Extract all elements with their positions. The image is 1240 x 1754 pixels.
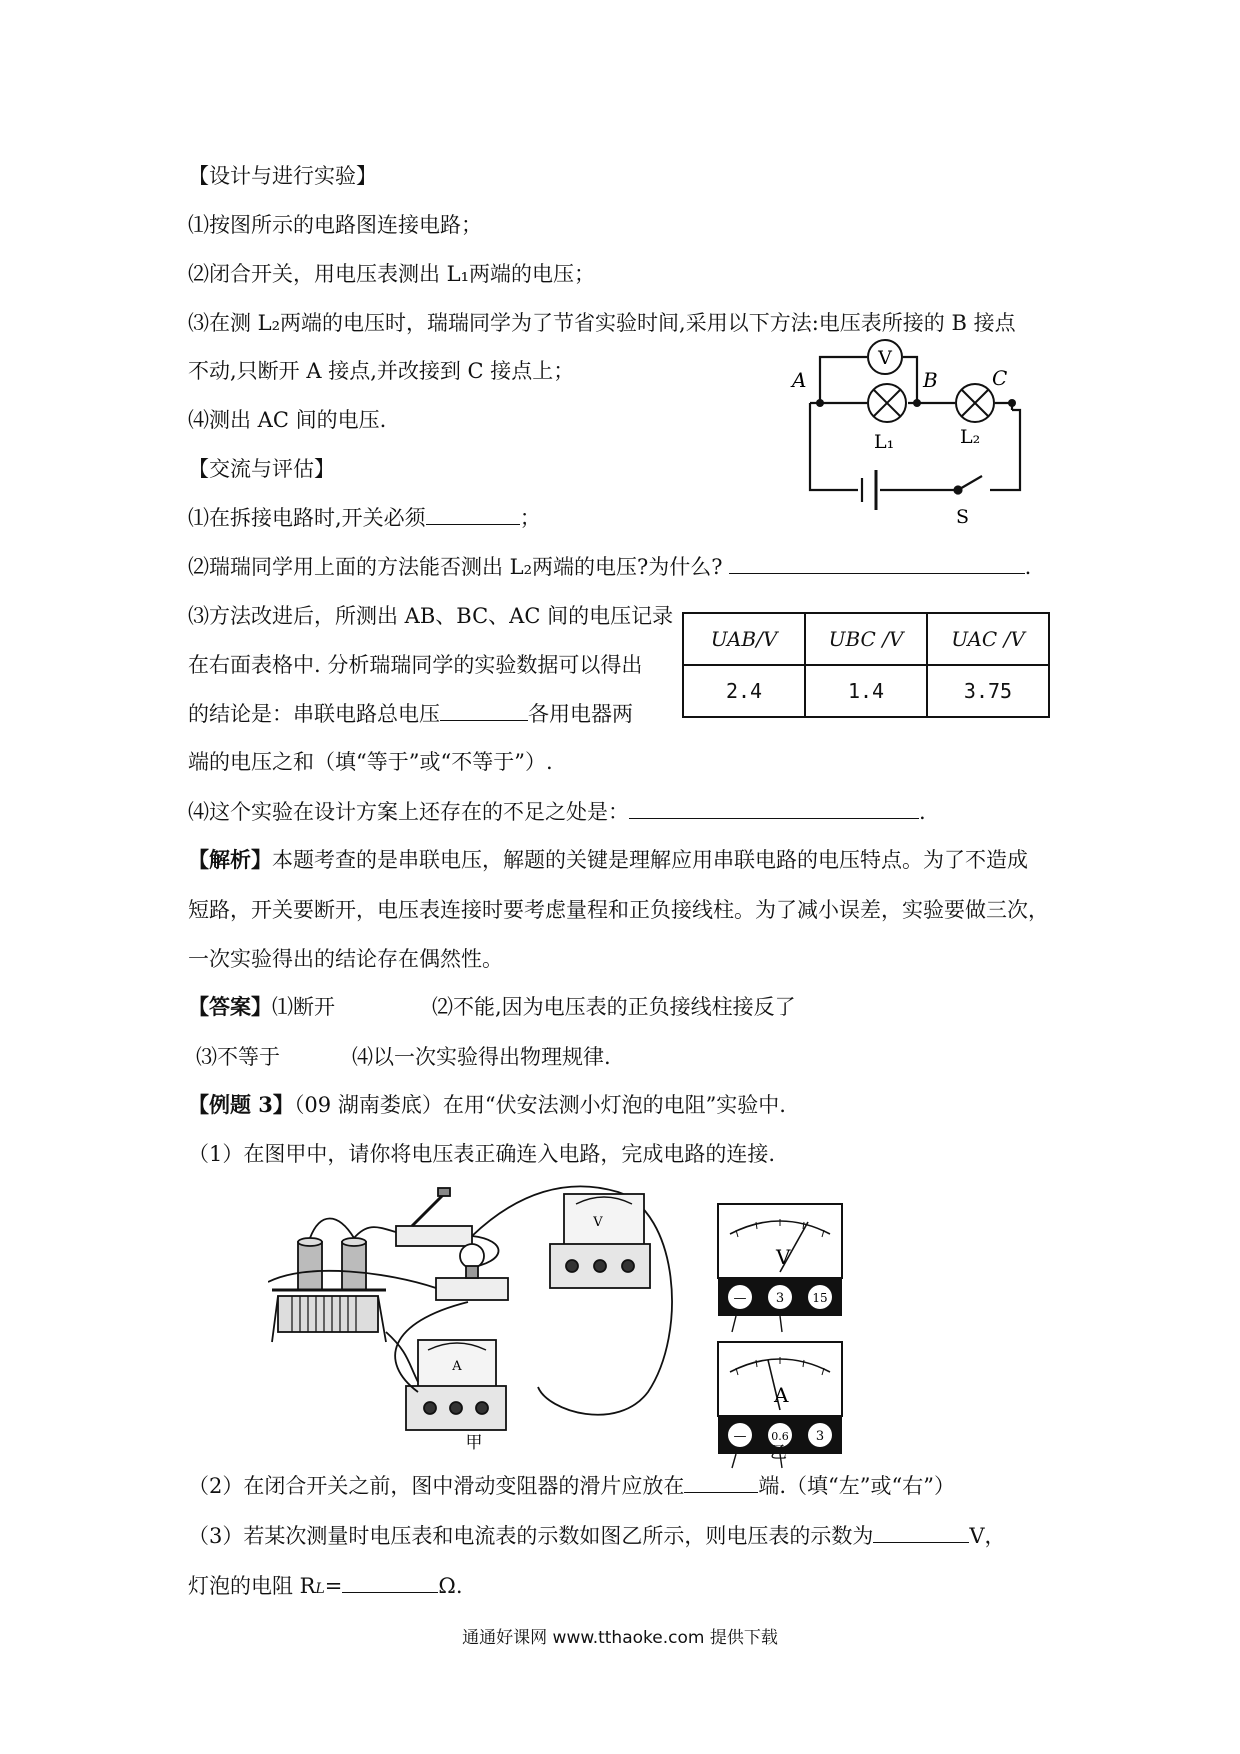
amp-terminal-neg: — (733, 1429, 747, 1444)
voltmeter-face (718, 1204, 842, 1332)
volt-terminal-3: 3 (775, 1291, 785, 1306)
table-row (683, 665, 1049, 717)
ex-q3-suffix: V， (969, 1524, 1006, 1548)
figure-label-yi: 乙 (770, 1443, 787, 1463)
volt-terminal-neg: — (733, 1291, 747, 1306)
table-header-uac: UAC /V (927, 613, 1049, 665)
table-cell-uac: 3.75 (927, 665, 1049, 717)
analysis-line-1 (188, 846, 1028, 874)
section-eval-heading: 【交流与评估】 (188, 457, 335, 481)
question-3-line-2: 在右面表格中. 分析瑞瑞同学的实验数据可以得出 (188, 653, 643, 677)
label-c: C (992, 366, 1008, 390)
q3-suffix: 各用电器两 (528, 702, 633, 726)
jia-voltmeter-letter: V (593, 1215, 603, 1230)
ex-q2-prefix: （2）在闭合开关之前，图中滑动变阻器的滑片应放在 (188, 1474, 685, 1498)
q4-blank[interactable] (629, 798, 919, 819)
q2-suffix: . (1024, 555, 1032, 579)
question-1 (188, 504, 541, 532)
example-question-1: （1）在图甲中，请你将电压表正确连入电路，完成电路的连接. (188, 1142, 776, 1166)
step-3-cont: 不动,只断开 A 接点,并改接到 C 接点上； (188, 359, 575, 383)
voltmeter-label: V (878, 347, 892, 369)
q1-prefix: ⑴在拆接电路时,开关必须 (188, 506, 426, 530)
ex-q2-suffix: 端.（填“左”或“右”） (758, 1474, 955, 1498)
footer-credit: 通通好课网 www.tthaoke.com 提供下载 (462, 1628, 778, 1648)
example-text: （09 湖南娄底）在用“伏安法测小灯泡的电阻”实验中. (293, 1093, 786, 1117)
question-3-line-3 (188, 700, 633, 728)
label-b: B (923, 368, 938, 392)
amp-terminal-06: 0.6 (771, 1430, 789, 1443)
question-3-line-4: 端的电压之和（填“等于”或“不等于”）. (188, 750, 553, 774)
answer-4: ⑷以一次实验得出物理规律. (352, 1045, 611, 1069)
table-header-ubc: UBC /V (805, 613, 927, 665)
voltage-table (682, 612, 1050, 718)
junction-b (913, 399, 921, 407)
q4-suffix: . (919, 800, 926, 824)
lamp-l2-icon (956, 384, 994, 422)
analysis-text-1: 本题考查的是串联电压，解题的关键是理解应用串联电路的电压特点。为了不造成 (272, 848, 1028, 872)
example-label: 【例题 3】 (188, 1092, 294, 1117)
q2-blank[interactable] (729, 553, 1025, 574)
example-question-3-line-2 (188, 1572, 463, 1603)
q3-blank[interactable] (440, 700, 528, 721)
ex-q3-l2-prefix: 灯泡的电阻 R (188, 1574, 316, 1598)
ex-q3-blank-resistance[interactable] (342, 1572, 438, 1593)
meter-figure-yi (716, 1200, 846, 1470)
apparatus-figure-jia (268, 1182, 688, 1452)
q4-prefix: ⑷这个实验在设计方案上还存在的不足之处是： (188, 800, 629, 824)
answer-1: ⑴断开 (272, 995, 335, 1019)
q3-prefix: 的结论是：串联电路总电压 (188, 702, 440, 726)
question-2 (188, 553, 1031, 581)
q1-suffix: ； (519, 506, 541, 530)
ex-q3-prefix: （3）若某次测量时电压表和电流表的示数如图乙所示，则电压表的示数为 (188, 1524, 874, 1548)
analysis-line-2: 短路，开关要断开，电压表连接时要考虑量程和正负接线柱。为了减小误差，实验要做三次， (188, 898, 1049, 922)
step-3: ⑶在测 L₂两端的电压时，瑞瑞同学为了节省实验时间,采用以下方法:电压表所接的 B 接点 (188, 311, 1016, 335)
table-header-uab: UAB/V (683, 613, 805, 665)
table-header-row (683, 613, 1049, 665)
step-1: ⑴按图所示的电路图连接电路； (188, 213, 482, 237)
yi-voltmeter-letter: V (776, 1245, 791, 1269)
question-4 (188, 798, 926, 826)
answer-label: 【答案】 (188, 994, 272, 1019)
r-subscript: L (315, 1581, 325, 1597)
figure-label-jia: 甲 (465, 1433, 483, 1452)
label-a: A (792, 368, 807, 392)
label-s: S (956, 506, 970, 528)
label-l2: L₂ (960, 426, 981, 448)
junction-a (816, 399, 824, 407)
analysis-line-3: 一次实验得出的结论存在偶然性。 (188, 947, 503, 971)
yi-ammeter-letter: A (774, 1383, 789, 1407)
ex-q2-blank[interactable] (684, 1472, 758, 1493)
table-cell-uab: 2.4 (683, 665, 805, 717)
example-3-line (188, 1091, 786, 1119)
label-l1: L₁ (874, 431, 895, 453)
amp-terminal-3: 3 (815, 1429, 825, 1444)
example-question-2 (188, 1472, 955, 1500)
example-question-3 (188, 1522, 1006, 1550)
ex-q3-l2-suffix: Ω. (438, 1574, 463, 1598)
question-3-line-1: ⑶方法改进后，所测出 AB、BC、AC 间的电压记录 (188, 604, 674, 628)
lamp-l1-icon (868, 384, 906, 422)
answer-3: ⑶不等于 (196, 1045, 280, 1069)
q1-blank[interactable] (426, 504, 520, 525)
section-design-heading: 【设计与进行实验】 (188, 164, 377, 188)
answer-2: ⑵不能,因为电压表的正负接线柱接反了 (432, 995, 796, 1019)
table-cell-ubc: 1.4 (805, 665, 927, 717)
analysis-label: 【解析】 (188, 847, 272, 872)
jia-ammeter-letter: A (452, 1359, 462, 1374)
series-circuit-diagram (780, 335, 1050, 535)
junction-c (1008, 399, 1016, 407)
ex-q3-l2-mid: = (324, 1574, 343, 1598)
answer-line-1 (188, 993, 335, 1021)
step-4: ⑷测出 AC 间的电压. (188, 408, 387, 432)
q2-prefix: ⑵瑞瑞同学用上面的方法能否测出 L₂两端的电压?为什么? (188, 555, 723, 579)
ex-q3-blank-voltage[interactable] (873, 1522, 969, 1543)
step-2: ⑵闭合开关，用电压表测出 L₁两端的电压； (188, 262, 596, 286)
volt-terminal-15: 15 (812, 1291, 828, 1305)
